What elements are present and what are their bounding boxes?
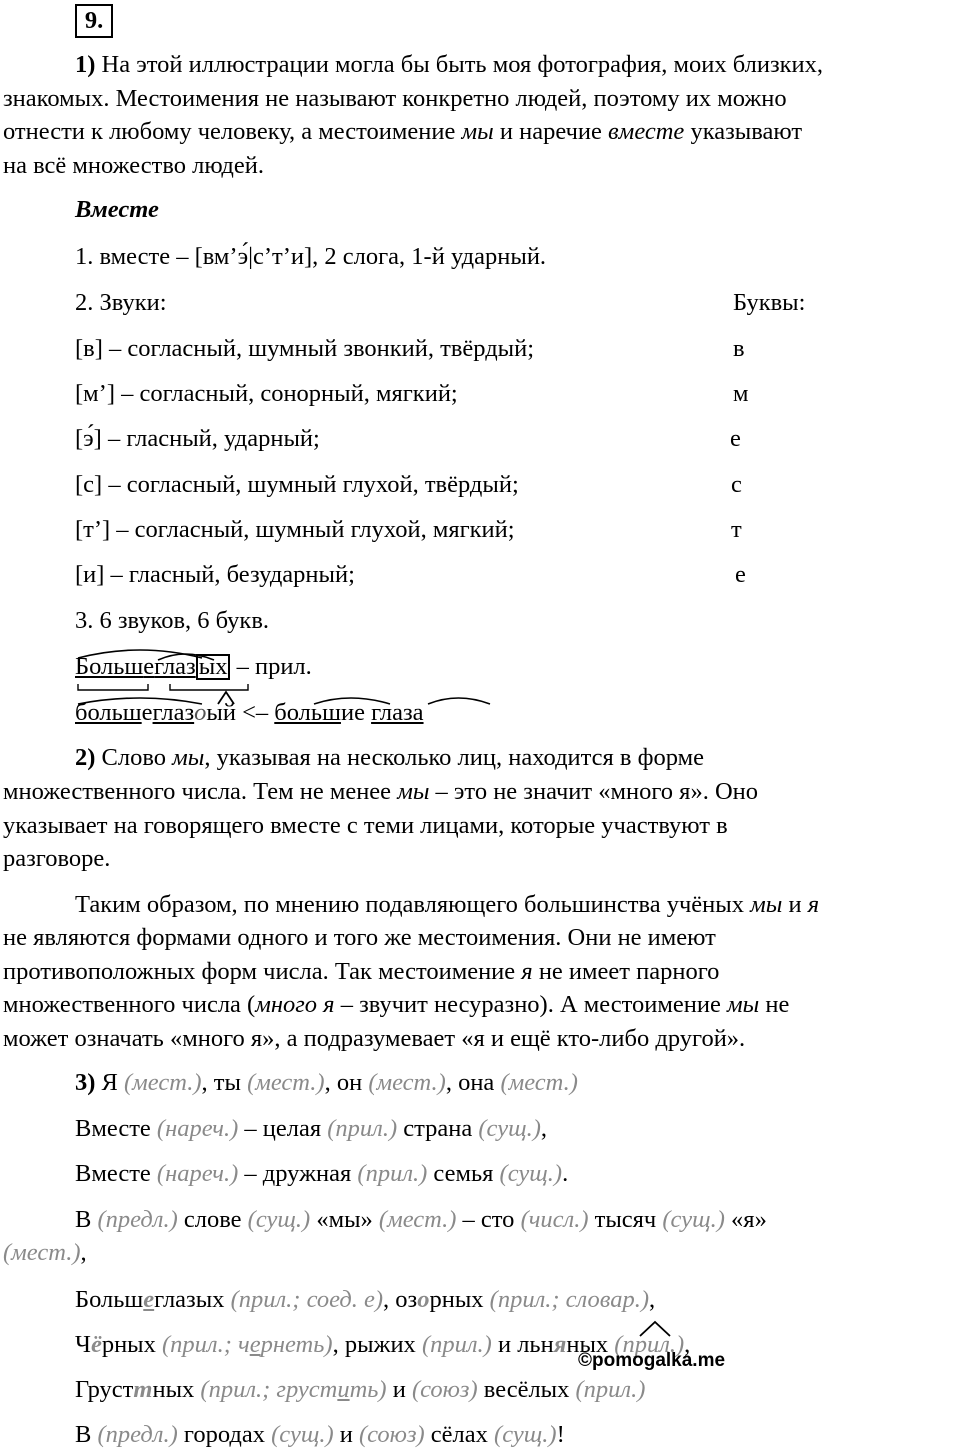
italic-word: мы: [461, 118, 494, 145]
letter-cell: е: [730, 425, 741, 452]
pos-label: (союз): [359, 1421, 425, 1448]
pos-label: (предл.): [97, 1421, 178, 1448]
letter-cell: в: [733, 335, 745, 362]
italic-word: я: [521, 958, 533, 985]
pos-label: (прил.): [575, 1376, 646, 1403]
text: не: [759, 991, 790, 1018]
italic-word: мы: [750, 891, 783, 918]
check-letter: и: [337, 1376, 350, 1403]
ending-box: ых: [196, 654, 231, 680]
text: рных: [429, 1286, 490, 1313]
morph-line-1: [75, 652, 312, 682]
connecting-vowel: е: [141, 699, 153, 726]
text: – это не значит «много я». Оно: [429, 778, 759, 805]
p3-line-2: не являются формами одного и того же местоимения. Они не имеют: [3, 924, 716, 951]
text: Груст: [75, 1376, 134, 1403]
italic-word: мы: [172, 744, 205, 771]
letter-cell: м: [733, 380, 749, 407]
pos-label: (прил.): [327, 1115, 398, 1142]
text: ый <–: [206, 699, 275, 726]
highlight-letter: ё: [90, 1331, 102, 1358]
pos-label: (мест.): [378, 1206, 457, 1233]
p3-line-5: может означать «много я», а подразумевает «я и ещё кто-либо другой».: [3, 1025, 746, 1052]
p1-line-4: на всё множество людей.: [3, 152, 264, 179]
letter-cell: е: [735, 561, 746, 588]
letter-cell: с: [731, 471, 742, 498]
p4-line-4b: [3, 1238, 87, 1268]
text: тысяч: [588, 1206, 663, 1233]
root-part: глаз: [154, 653, 196, 680]
text: , он: [324, 1069, 369, 1096]
p4-line-2: [75, 1114, 547, 1144]
sound-row: [э́] – гласный, ударный;: [75, 425, 320, 452]
pos-label: (мест.): [247, 1069, 325, 1096]
text: ных: [566, 1331, 615, 1358]
text: множественного числа. Тем не менее: [3, 778, 398, 805]
sound-row: [в] – согласный, шумный звонкий, твёрдый;: [75, 335, 535, 362]
pos-label: (сущ.): [662, 1206, 725, 1233]
root-part: больш: [75, 699, 142, 726]
text: , ты: [201, 1069, 248, 1096]
pos-label: (прил.; словар.): [489, 1286, 650, 1313]
root-part: больш: [274, 699, 341, 726]
text: Таким образом, по мнению подавляющего большинства учёных: [75, 891, 751, 918]
root-part: Больш: [75, 653, 144, 680]
pos-label: (предл.): [97, 1206, 178, 1233]
text: .: [562, 1160, 569, 1187]
pos-label: (сущ.): [271, 1421, 334, 1448]
text: ,: [649, 1286, 656, 1313]
text: – сто: [456, 1206, 521, 1233]
italic-word: я: [807, 891, 820, 918]
text: Слово: [95, 744, 173, 771]
part-number: 3): [75, 1069, 96, 1096]
suffix: о: [194, 699, 207, 726]
stem-bracket: [78, 684, 148, 690]
p4-line-1: [75, 1068, 578, 1098]
connecting-vowel: е: [143, 653, 155, 680]
text: , указывая на несколько лиц, находится в форме: [204, 744, 705, 771]
pos-label: (мест.): [3, 1239, 81, 1266]
text: городах: [177, 1421, 272, 1448]
p2-line-1: [75, 743, 704, 773]
pos-label: (сущ.): [247, 1206, 311, 1233]
sound-row: [с] – согласный, шумный глухой, твёрдый;: [75, 471, 519, 498]
p4-line-4: [75, 1205, 767, 1235]
pos-label: (сущ.): [499, 1160, 563, 1187]
pos-label: (прил.): [357, 1160, 428, 1187]
p1-line-1: [75, 50, 823, 80]
italic-word: много я: [255, 991, 335, 1018]
pos-label: (прил.; ч: [162, 1331, 250, 1358]
text: – дружная: [238, 1160, 358, 1187]
italic-word: вместе: [608, 118, 685, 145]
text: – звучит несуразно). А местоимение: [334, 991, 727, 1018]
sound-row: [м’] – согласный, сонорный, мягкий;: [75, 380, 458, 407]
count-line: 3. 6 звуков, 6 букв.: [75, 607, 270, 634]
text: «мы»: [310, 1206, 379, 1233]
text: ,: [80, 1239, 87, 1266]
text: , оз: [383, 1286, 418, 1313]
text: страна: [397, 1115, 479, 1142]
sound-row: [т’] – согласный, шумный глухой, мягкий;: [75, 516, 515, 543]
part-number: 1): [75, 51, 96, 78]
sounds-label: 2. Звуки:: [75, 289, 167, 316]
root-part: глаз: [152, 699, 195, 726]
letter-cell: т: [731, 516, 742, 543]
analysis-line-1: 1. вместе – [вм’э́|с’т’и], 2 слога, 1-й ударный.: [75, 243, 547, 270]
pos-label: (нареч.): [156, 1115, 239, 1142]
p1-line-2: знакомых. Местоимения не называют конкретно людей, поэтому их можно: [3, 85, 787, 112]
text: !: [556, 1421, 565, 1448]
text: семья: [427, 1160, 500, 1187]
pos-label: (нареч.): [156, 1160, 239, 1187]
text: и льн: [491, 1331, 554, 1358]
p1-line-3: [3, 117, 802, 147]
p4-line-5: [75, 1285, 655, 1315]
watermark: ©pomogalka.me: [578, 1350, 726, 1371]
text: , она: [445, 1069, 501, 1096]
pos-label: ть): [349, 1376, 387, 1403]
p4-line-7: [75, 1375, 645, 1405]
pos-label: (мест.): [124, 1069, 202, 1096]
pos-label: (прил.; груст: [200, 1376, 338, 1403]
pos-label: (сущ.): [478, 1115, 541, 1142]
text: указывают: [684, 118, 803, 145]
sound-row: [и] – гласный, безударный;: [75, 561, 355, 588]
text: отнести к любому человеку, а местоимение: [3, 118, 462, 145]
text: и наречие: [493, 118, 609, 145]
text: глазых: [154, 1286, 231, 1313]
word-heading: Вместе: [75, 196, 159, 223]
text: и: [386, 1376, 412, 1403]
text: На этой иллюстрации могла бы быть моя фотография, моих близких,: [95, 51, 824, 78]
text: рных: [101, 1331, 163, 1358]
stem-bracket: [170, 684, 248, 690]
exercise-number: 9.: [75, 4, 113, 38]
text: Я: [95, 1069, 125, 1096]
p2-line-3: указывает на говорящего вместе с теми лицами, которые участвуют в: [3, 812, 728, 839]
check-letter: е: [249, 1331, 261, 1358]
pos-label: (сущ.): [494, 1421, 557, 1448]
text: ие: [340, 699, 372, 726]
highlight-letter: я: [553, 1331, 567, 1358]
highlight-letter: т: [133, 1376, 153, 1403]
text: ,: [684, 1331, 691, 1358]
text: множественного числа (: [3, 991, 256, 1018]
root-arc: [428, 698, 490, 704]
text: Вместе: [75, 1160, 157, 1187]
text: слове: [177, 1206, 248, 1233]
text: – целая: [238, 1115, 328, 1142]
pos-label: (прил.): [421, 1331, 492, 1358]
pos-label: (прил.; соед. е): [230, 1286, 384, 1313]
text: Больш: [75, 1286, 144, 1313]
text: – прил.: [230, 653, 312, 680]
pos-label: (мест.): [500, 1069, 578, 1096]
pos-label: рнеть): [260, 1331, 333, 1358]
italic-word: мы: [727, 991, 760, 1018]
highlight-letter: о: [417, 1286, 430, 1313]
p3-line-3: [3, 957, 719, 987]
part-number: 2): [75, 744, 96, 771]
pos-label: (прил.): [614, 1331, 685, 1358]
p3-line-1: [75, 890, 819, 920]
text: В: [75, 1421, 98, 1448]
text: ных: [152, 1376, 201, 1403]
text: , рыжих: [332, 1331, 422, 1358]
text: В: [75, 1206, 98, 1233]
root-part: глаза: [371, 699, 424, 726]
highlight-letter: е: [143, 1286, 155, 1313]
pos-label: (числ.): [520, 1206, 589, 1233]
p4-line-3: [75, 1159, 568, 1189]
p4-line-8: [75, 1420, 565, 1450]
p2-line-2: [3, 777, 758, 807]
text: Ч: [75, 1331, 91, 1358]
p3-line-4: [3, 990, 789, 1020]
text: сёлах: [424, 1421, 495, 1448]
text: противоположных форм числа. Так местоимение: [3, 958, 522, 985]
italic-word: мы: [397, 778, 430, 805]
pos-label: (союз): [411, 1376, 478, 1403]
text: Вместе: [75, 1115, 157, 1142]
morph-line-2: [75, 698, 424, 728]
p2-line-4: разговоре.: [3, 845, 111, 872]
text: весёлых: [477, 1376, 576, 1403]
text: и: [782, 891, 808, 918]
text: ,: [540, 1115, 548, 1142]
pos-label: (мест.): [368, 1069, 446, 1096]
text: и: [333, 1421, 359, 1448]
letters-label: Буквы:: [733, 289, 806, 316]
text: не имеет парного: [532, 958, 720, 985]
text: «я»: [724, 1206, 767, 1233]
